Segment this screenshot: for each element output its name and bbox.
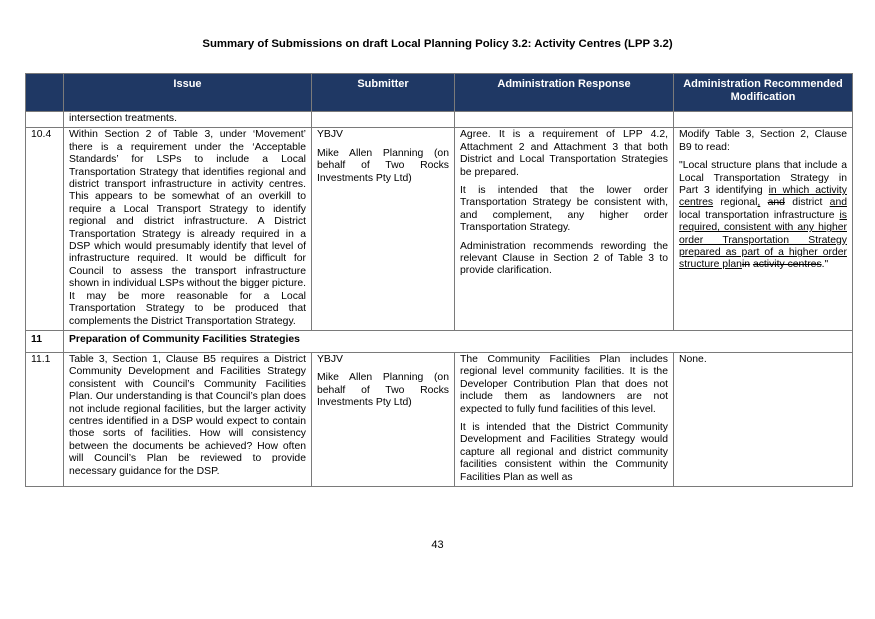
response-paragraph: Administration recommends rewording the relevant Clause in Section 2 of Table 3 to provide clarification. [460, 240, 668, 277]
deleted-text: in [741, 259, 751, 271]
table-row [26, 112, 853, 128]
header-number [26, 74, 64, 112]
submitter-cell [312, 352, 455, 486]
table-row [26, 352, 853, 486]
submitter-cell [312, 128, 455, 331]
response-paragraph: It is intended that the District Community Development and Facilities Strategy would capture all regional and district community facilities consistent within the Community Facilities Plan as well as [460, 421, 668, 483]
header-recommended-modification: Administration Recommended Modification [674, 74, 853, 112]
response-cell [455, 128, 674, 331]
inserted-text: , [757, 197, 761, 209]
response-cell [455, 352, 674, 486]
table-header-row [26, 74, 853, 112]
row-number: 10.4 [26, 128, 64, 331]
modification-text: "Local structure plans that include a Local Transportation Strategy in Part 3 identifying in which activity centres regional, and district and local transportation infrastructure is required, consistent with any higher order Transportation Strategy prepared as part of a higher order structure planin activity centres." [679, 160, 848, 271]
submissions-table [25, 73, 853, 487]
deleted-text: activity centres [752, 259, 822, 271]
table-row [26, 128, 853, 331]
issue-cell: Table 3, Section 1, Clause B5 requires a District Community Development and Facilities Strategy consistent with Council’s Community Facilities Plan. Our understanding is that Council’s plan does not include regional facilities, but the larger activity centres identified in a DSP would expect to contain those sorts of facilities. How will consistency between the documents be achieved? How often will Council’s Plan be reviewed to provide necessary guidance for the DSP. [64, 352, 312, 486]
header-issue: Issue [64, 74, 312, 112]
page-number: 43 [431, 539, 444, 551]
section-title: Preparation of Community Facilities Strategies [64, 330, 853, 352]
inserted-text: and [829, 197, 848, 209]
inserted-text: is required, consistent with any higher order Transportation Strategy prepared as part of a higher order structure plan [679, 209, 847, 271]
submitter-code: YBJV [317, 129, 343, 141]
response-paragraph: The Community Facilities Plan includes regional level community facilities. It is the Developer Contribution Plan that does not include them as landowners are not expected to fully fund facilities of this level. [460, 353, 668, 415]
inserted-text: in which activity centres [679, 185, 847, 209]
row-number: 11.1 [26, 352, 64, 486]
section-number: 11 [26, 330, 64, 352]
deleted-text: and [767, 197, 785, 209]
response-paragraph: Agree. It is a requirement of LPP 4.2, Attachment 2 and Attachment 3 that both District and Local Transportation Strategies be prepared. [460, 129, 668, 178]
submitter-code: YBJV [317, 353, 343, 365]
modification-intro: Modify Table 3, Section 2, Clause B9 to read: [679, 129, 847, 153]
header-administration-response: Administration Response [455, 74, 674, 112]
response-paragraph: It is intended that the lower order Transportation Strategy be consistent with, and complement, any higher order Transportation Strategy. [460, 185, 668, 234]
section-row [26, 330, 853, 352]
issue-cell: intersection treatments. [64, 112, 312, 128]
submitter-name: Mike Allen Planning (on behalf of Two Rocks Investments Pty Ltd) [317, 147, 449, 184]
submitter-name: Mike Allen Planning (on behalf of Two Rocks Investments Pty Ltd) [317, 372, 449, 409]
modification-cell: None. [674, 352, 853, 486]
page-title: Summary of Submissions on draft Local Planning Policy 3.2: Activity Centres (LPP 3.2) [202, 38, 673, 50]
modification-cell [674, 128, 853, 331]
issue-cell: Within Section 2 of Table 3, under ‘Movement’ there is a requirement under the ‘Acceptable Standards’ for LSPs to include a Local Transportation Strategy that identifies regional and district transport infrastructure in activity centres. This appears to be somewhat of an overkill to require a Local Transport Strategy to identify regional and district infrastructure. A District Transportation Strategy is already required in a DSP which would presumably identify that level of infrastructure required. It would be difficult for Council to assess the transport infrastructure shown in individual LSPs without the bigger picture. It may be more reasonable for a Local Transportation Strategy to be produced that complements the District Transportation Strategy. [64, 128, 312, 331]
header-submitter: Submitter [312, 74, 455, 112]
